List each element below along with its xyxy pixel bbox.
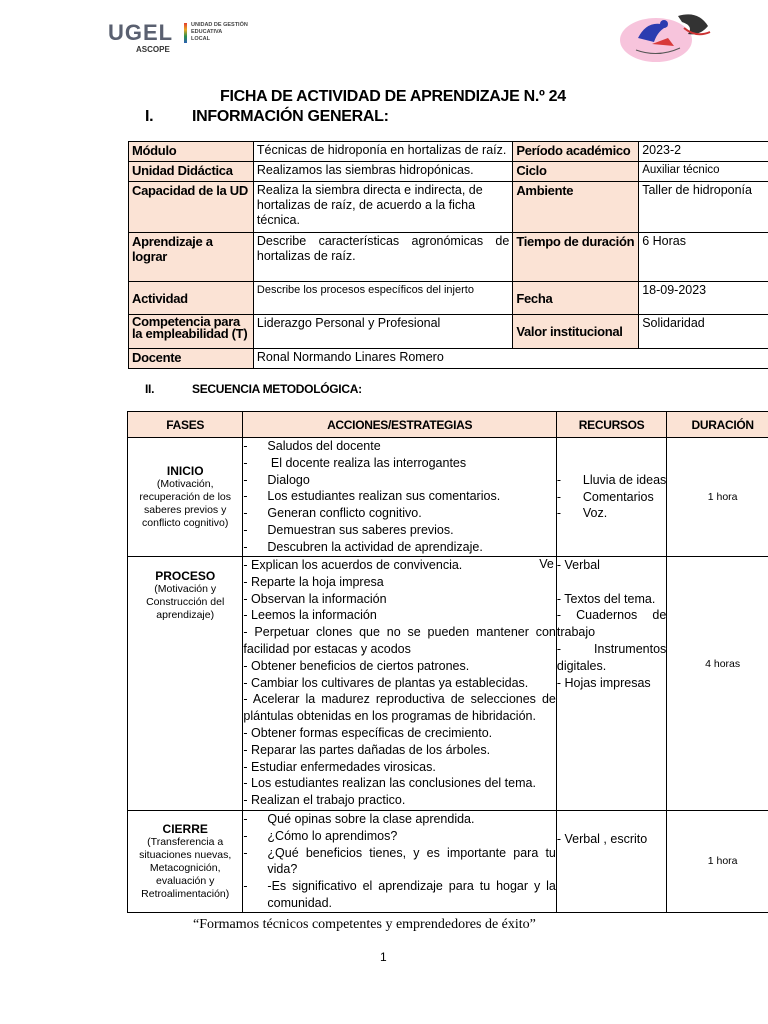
ugel-logo-bar [184,23,187,43]
ciclo-value: Auxiliar técnico [639,162,768,182]
ambiente-value: Taller de hidroponía [639,182,768,233]
list-item: - Los estudiantes realizan las conclusiones del tema. [243,776,536,791]
info-row-unidad [129,162,768,182]
ugel-logo [108,20,268,54]
list-item: - ¿Qué beneficios tienes, y es importante para tu vida? [243,845,556,877]
info-row-competencia [129,315,768,349]
actividad-value: Describe los procesos específicos del injerto [253,282,512,315]
capacidad-label: Capacidad de la UD [129,182,254,233]
phase-name: PROCESO [155,569,216,583]
phase-inicio [128,438,243,557]
resources-proceso [556,557,666,811]
valor-value: Solidaridad [639,315,768,349]
phase-description: (Motivación, recuperación de los saberes previos y conflicto cognitivo) [139,478,232,529]
list-item: - Cuadernos de trabajo [556,608,667,640]
list-item [557,574,666,591]
list-item: - Explican los acuerdos de convivencia. [243,558,463,572]
institution-logo-icon [618,8,718,63]
list-item: - Los estudiantes realizan sus comentarios. [243,489,501,504]
fecha-label: Fecha [513,282,639,315]
phase-description: (Motivación y Construcción del aprendizaje) [146,583,225,621]
general-info-table [128,141,768,369]
aprendizaje-label: Aprendizaje a lograr [129,233,254,282]
tiempo-label: Tiempo de duración [513,233,639,282]
list-item: - El docente realiza las interrogantes [243,455,467,470]
header-fases: FASES [128,412,243,438]
info-row-aprendizaje [129,233,768,282]
list-item: - Reparar las partes dañadas de los árboles. [243,742,491,757]
list-item: - Verbal [556,558,600,572]
info-row-capacidad [129,182,768,233]
list-item: - Reparte la hoja impresa [243,574,384,589]
ciclo-label: Ciclo [513,162,639,182]
fecha-value: 18-09-2023 [639,282,768,315]
phase-description: (Transferencia a situaciones nuevas, Metacognición, evaluación y Retroalimentación) [139,835,232,900]
methodology-header-row [128,412,768,438]
capacidad-value: Realiza la siembra directa e indirecta, de hortalizas de raíz, de acuerdo a la ficha técnica. [253,182,512,233]
valor-label: Valor institucional [513,315,639,349]
header-duracion: DURACIÓN [667,412,768,438]
aprendizaje-value: Describe características agronómicas de hortalizas de raíz. [253,233,512,282]
periodo-value: 2023-2 [639,142,768,162]
duration-proceso: 4 horas [667,557,768,811]
page-title: FICHA DE ACTIVIDAD DE APRENDIZAJE N.º 24 [220,88,566,105]
header-recursos: RECURSOS [556,412,666,438]
duration-inicio: 1 hora [667,438,768,557]
info-row-modulo [129,142,768,162]
unidad-label: Unidad Didáctica [129,162,254,182]
info-row-actividad [129,282,768,315]
phase-name: INICIO [166,464,204,478]
phase-row-cierre [128,811,768,913]
list-item: - Saludos del docente [243,439,381,453]
ugel-logo-region: ASCOPE [136,45,170,54]
list-item: - Cambiar los cultivares de plantas ya establecidas. [243,675,529,690]
list-item: - ¿Cómo lo aprendimos? [243,828,398,843]
info-row-docente [129,349,768,369]
list-item: - Observan la información [243,591,387,606]
list-item: - Instrumentos digitales. [556,641,667,673]
list-item: - Textos del tema. [556,591,656,606]
list-item: - Lluvia de ideas [556,472,667,487]
section-heading-general: I. INFORMACIÓN GENERAL: [145,108,389,125]
ugel-logo-subtitle: UNIDAD DE GESTIÓN EDUCATIVA LOCAL [191,22,248,42]
duration-cierre: 1 hora [667,811,768,913]
modulo-value: Técnicas de hidroponía en hortalizas de raíz. [253,142,512,162]
actividad-label: Actividad [129,282,254,315]
list-item: - Acelerar la madurez reproductiva de selecciones de plántulas obtenidas en los programas de hibridación. [243,692,556,724]
list-item: - Verbal , escrito [556,832,648,846]
page-number: 1 [380,950,387,964]
phase-row-inicio [128,438,768,557]
proceso-ve-mark: Ve [539,557,554,571]
tiempo-value: 6 Horas [639,233,768,282]
list-item: - Voz. [556,506,608,521]
list-item: - Obtener beneficios de ciertos patrones. [243,658,470,673]
list-item: - Hojas impresas [556,675,651,690]
phase-proceso [128,557,243,811]
phase-name: CIERRE [162,821,208,836]
docente-value: Ronal Normando Linares Romero [253,349,768,369]
list-item: - Qué opinas sobre la clase aprendida. [243,812,475,826]
resources-cierre [556,811,666,913]
competencia-value: Liderazgo Personal y Profesional [253,315,512,349]
actions-proceso [243,557,556,811]
list-item: - Realizan el trabajo practico. [243,793,406,808]
periodo-label: Período académico [513,142,639,162]
ugel-logo-text: UGEL [108,20,174,45]
header-acciones: ACCIONES/ESTRATEGIAS [243,412,556,438]
phase-cierre [128,811,243,913]
modulo-label: Módulo [129,142,254,162]
section-heading-sequence: II. SECUENCIA METODOLÓGICA: [145,382,362,396]
phase-row-proceso [128,557,768,811]
ambiente-label: Ambiente [513,182,639,233]
methodology-table [127,411,768,913]
list-item: - -Es significativo el aprendizaje para tu hogar y la comunidad. [243,879,556,910]
list-item: - Obtener formas específicas de crecimiento. [243,725,493,740]
list-item: - Comentarios [556,489,654,504]
list-item: - Leemos la información [243,608,377,623]
list-item: - Demuestran sus saberes previos. [243,522,454,537]
actions-inicio [243,438,556,557]
actions-cierre [243,811,556,913]
resources-inicio [556,438,666,557]
docente-label: Docente [129,349,254,369]
unidad-value: Realizamos las siembras hidropónicas. [253,162,512,182]
list-item: - Dialogo [243,472,310,487]
competencia-label: Competencia para la empleabilidad (T) [129,315,254,349]
list-item: - Perpetuar clones que no se pueden mantener con facilidad por estacas y acodos [243,625,556,656]
list-item: - Descubren la actividad de aprendizaje. [243,539,483,554]
list-item: - Generan conflicto cognitivo. [243,506,422,521]
list-item: - Estudiar enfermedades virosicas. [243,759,436,774]
